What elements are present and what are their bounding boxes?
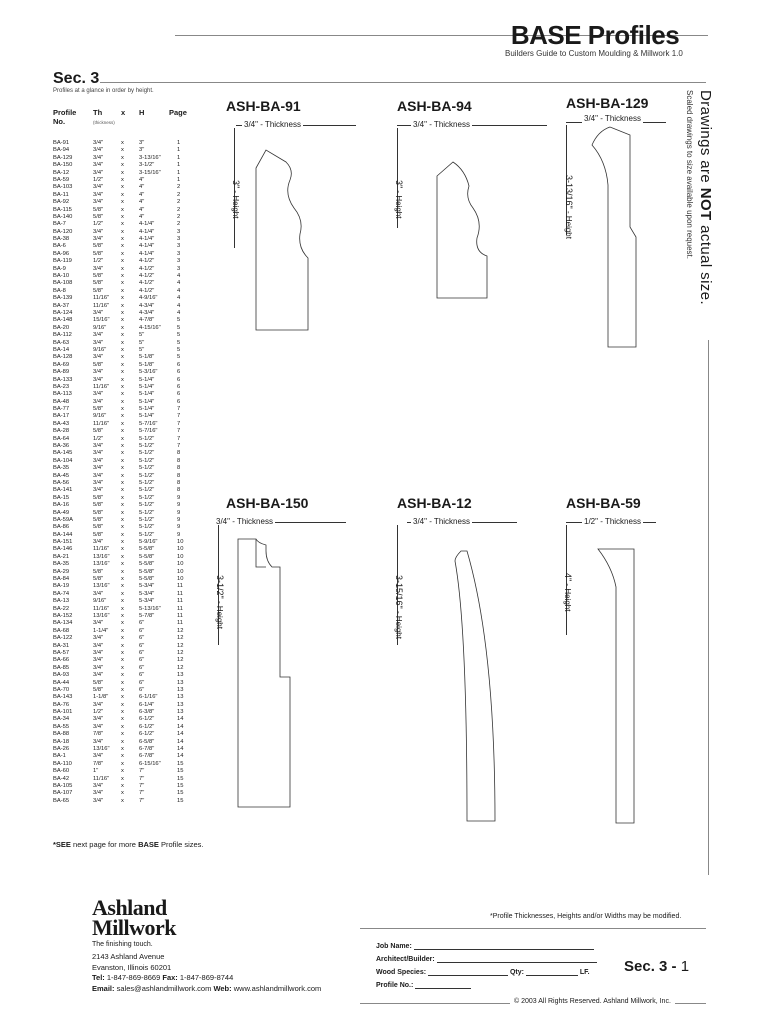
table-row: BA-44 5/8" x 6" 13 [53,679,184,686]
table-row: BA-76 3/4" x 6-1/4" 13 [53,701,184,708]
table-row: BA-16 5/8" x 5-1/2" 9 [53,502,181,509]
table-row: BA-56 3/4" x 5-1/2" 8 [53,479,181,486]
company-logo: Ashland Millwork The finishing touch. [92,895,176,948]
table-row: BA-115 5/8" x 4" 2 [53,206,181,213]
profile-name: ASH-BA-94 [397,98,472,114]
table-row: BA-128 3/4" x 5-1/8" 5 [53,354,181,361]
col-th: Th [93,108,103,117]
profile-ash-ba-91 [226,98,396,358]
col-h: H [139,108,145,117]
table-body [53,140,193,805]
table-row: BA-107 3/4" x 7" 15 [53,790,184,797]
table-row: BA-43 11/16" x 5-7/16" 7 [53,420,181,427]
thickness-label: 1/2" - Thickness [584,517,641,526]
profile-ash-ba-12 [394,495,567,825]
table-row: BA-8 5/8" x 4-1/2" 4 [53,287,181,294]
table-row: BA-143 1-1/8" x 6-1/16" 13 [53,694,184,701]
table-row: BA-11 3/4" x 4" 2 [53,191,181,198]
table-row: BA-129 3/4" x 3-13/16" 1 [53,154,181,161]
table-row: BA-22 11/16" x 5-13/16" 11 [53,605,184,612]
profile-name: ASH-BA-129 [566,95,649,111]
profile-drawing [236,537,306,817]
page-subtitle: Builders Guide to Custom Moulding & Millwork 1.0 [505,49,683,58]
table-row: BA-84 5/8" x 5-5/8" 10 [53,576,184,583]
table-row: BA-64 1/2" x 5-1/2" 7 [53,435,181,442]
height-label: 3-13/16" - Height [564,175,574,239]
see-next-page-note: *SEE next page for more BASE Profile sizes. [53,840,204,849]
profile-drawing [254,148,324,348]
height-label: 4" - Height [563,573,573,612]
profile-ash-ba-94 [394,98,567,358]
col-page: Page [169,108,187,117]
architect-field[interactable]: Architect/Builder: [376,955,597,963]
table-row: BA-148 15/16" x 4-7/8" 5 [53,317,181,324]
table-row: BA-55 3/4" x 6-1/2" 14 [53,723,184,730]
table-row: BA-104 3/4" x 5-1/2" 8 [53,457,181,464]
profile-drawing [594,547,654,837]
table-row: BA-18 3/4" x 6-5/8" 14 [53,738,184,745]
table-row: BA-103 3/4" x 4" 2 [53,184,181,191]
thickness-label: 3/4" - Thickness [584,114,641,123]
table-row: BA-20 9/16" x 4-15/16" 5 [53,324,181,331]
col-x: x [121,108,126,117]
table-row: BA-63 3/4" x 5" 5 [53,339,181,346]
table-row: BA-119 1/2" x 4-1/2" 3 [53,258,181,265]
table-row: BA-150 3/4" x 3-1/2" 1 [53,162,181,169]
table-row: BA-91 3/4" x 3" 1 [53,140,181,146]
table-row: BA-10 5/8" x 4-1/2" 4 [53,273,181,280]
table-row: BA-60 1" x 7" 15 [53,768,184,775]
section-rule [100,82,706,83]
table-row: BA-122 3/4" x 6" 12 [53,635,184,642]
table-row: BA-93 3/4" x 6" 13 [53,672,184,679]
table-row: BA-19 13/16" x 5-3/4" 11 [53,583,184,590]
profile-ash-ba-150 [215,495,396,825]
table-row: BA-48 3/4" x 5-1/4" 6 [53,398,181,405]
table-row: BA-36 3/4" x 5-1/2" 7 [53,443,181,450]
table-row: BA-7 1/2" x 4-1/4" 2 [53,221,181,228]
profile-name: ASH-BA-91 [226,98,301,114]
wood-species-field[interactable]: Wood Species: Qty: LF. [376,969,590,976]
profile-name: ASH-BA-59 [566,495,641,511]
table-row: BA-12 3/4" x 3-15/16" 1 [53,169,181,176]
height-label: 3" - Height [231,180,241,219]
table-row: BA-23 11/16" x 5-1/4" 6 [53,383,181,390]
profile-name: ASH-BA-150 [226,495,309,511]
table-row: BA-85 3/4" x 6" 12 [53,664,184,671]
table-row: BA-92 3/4" x 4" 2 [53,199,181,206]
table-row: BA-21 13/16" x 5-5/8" 10 [53,553,184,560]
table-row: BA-35 13/16" x 5-5/8" 10 [53,561,184,568]
side-note-main: Drawings are NOT actual size. [697,90,714,306]
table-row: BA-108 5/8" x 4-1/2" 4 [53,280,181,287]
company-address: 2143 Ashland Avenue Evanston, Illinois 60201 Tel: 1-847-869-8669 Fax: 1-847-869-8744 Email: sales@ashlandmillwork.com Web: www.ashlandmillwork.com [92,952,322,993]
col-thickness-sub: (thickness) [93,120,115,125]
thickness-label: 3/4" - Thickness [244,120,301,129]
profile-drawing [590,123,660,373]
col-profile: Profile No. [53,108,77,126]
table-row: BA-152 13/16" x 5-7/8" 11 [53,613,184,619]
table-row: BA-68 1-1/4" x 6" 12 [53,627,184,634]
profile-ash-ba-129 [566,95,716,355]
modification-note: *Profile Thicknesses, Heights and/or Widths may be modified. [490,913,682,920]
table-row: BA-96 5/8" x 4-1/4" 3 [53,250,181,257]
table-row: BA-69 5/8" x 5-1/8" 6 [53,361,181,368]
section-subheading: Profiles at a glance in order by height. [53,88,154,94]
thickness-label: 3/4" - Thickness [413,120,470,129]
table-row: BA-49 5/8" x 5-1/2" 9 [53,509,181,516]
table-row: BA-134 3/4" x 6" 11 [53,620,184,627]
table-row: BA-141 3/4" x 5-1/2" 8 [53,487,181,494]
table-row: BA-15 5/8" x 5-1/2" 9 [53,494,181,501]
job-name-field[interactable]: Job Name: [376,942,594,950]
table-row: BA-139 11/16" x 4-9/16" 4 [53,295,181,302]
table-row: BA-101 1/2" x 6-3/8" 13 [53,709,184,716]
table-row: BA-113 3/4" x 5-1/4" 6 [53,391,181,398]
table-row: BA-45 3/4" x 5-1/2" 8 [53,472,181,479]
footer-rule [360,928,706,929]
height-label: 3-1/2" - Height [215,575,225,629]
table-row: BA-26 13/16" x 6-7/8" 14 [53,746,184,753]
table-row: BA-110 7/8" x 6-15/16" 15 [53,760,184,767]
table-row: BA-35 3/4" x 5-1/2" 8 [53,465,181,472]
table-row: BA-74 3/4" x 5-3/4" 11 [53,590,184,597]
table-row: BA-37 11/16" x 4-3/4" 4 [53,302,181,309]
table-row: BA-86 5/8" x 5-1/2" 9 [53,524,181,531]
table-row: BA-88 7/8" x 6-1/2" 14 [53,731,184,738]
table-row: BA-59A 5/8" x 5-1/2" 9 [53,516,181,523]
height-label: 3-15/16" - Height [394,575,404,639]
table-row: BA-59 1/2" x 4" 1 [53,176,181,183]
profiles-table [53,108,193,805]
table-row: BA-133 3/4" x 5-1/4" 6 [53,376,181,383]
table-row: BA-42 11/16" x 7" 15 [53,775,184,782]
table-row: BA-151 3/4" x 5-9/16" 10 [53,539,184,546]
table-row: BA-112 3/4" x 5" 5 [53,332,181,339]
table-row: BA-66 3/4" x 6" 12 [53,657,184,664]
table-row: BA-6 5/8" x 4-1/4" 3 [53,243,181,250]
side-note-sub: Scaled drawings to size available upon request. [685,90,694,259]
thickness-label: 3/4" - Thickness [413,517,470,526]
section-heading: Sec. 3 [53,70,100,87]
table-header [53,108,193,140]
table-row: BA-1 3/4" x 6-7/8" 14 [53,753,184,760]
table-row: BA-57 3/4" x 6" 12 [53,649,184,656]
table-row: BA-146 11/16" x 5-5/8" 10 [53,546,184,553]
thickness-label: 3/4" - Thickness [216,517,273,526]
height-label: 3" - Height [394,180,404,219]
table-row: BA-77 5/8" x 5-1/4" 7 [53,406,181,413]
table-row: BA-14 9/16" x 5" 5 [53,346,181,353]
profile-name: ASH-BA-12 [397,495,472,511]
profile-ash-ba-59 [563,495,716,825]
profile-drawing [441,547,521,837]
company-tagline: The finishing touch. [92,941,153,948]
table-row: BA-9 3/4" x 4-1/2" 3 [53,265,181,272]
table-row: BA-34 3/4" x 6-1/2" 14 [53,716,184,723]
table-row: BA-65 3/4" x 7" 15 [53,797,184,804]
profile-drawing [435,158,505,358]
table-row: BA-145 3/4" x 5-1/2" 8 [53,450,181,457]
page-title: BASE Profiles [510,20,680,50]
table-row: BA-124 3/4" x 4-3/4" 4 [53,309,181,316]
table-row: BA-29 5/8" x 5-5/8" 10 [53,568,184,575]
table-row: BA-13 9/16" x 5-3/4" 11 [53,598,184,605]
profile-no-field[interactable]: Profile No.: [376,981,471,989]
table-row: BA-31 3/4" x 6" 12 [53,642,184,649]
copyright: © 2003 All Rights Reserved. Ashland Millwork, Inc. [510,998,675,1005]
table-row: BA-120 3/4" x 4-1/4" 3 [53,228,181,235]
table-row: BA-28 5/8" x 5-7/16" 7 [53,428,181,435]
table-row: BA-38 3/4" x 4-1/4" 3 [53,236,181,243]
table-row: BA-105 3/4" x 7" 15 [53,782,184,789]
table-row: BA-89 3/4" x 5-3/16" 6 [53,369,181,376]
table-row: BA-17 9/16" x 5-1/4" 7 [53,413,181,420]
section-page-badge: Sec. 3 - 1 [624,958,690,975]
table-row: BA-140 5/8" x 4" 2 [53,213,181,220]
table-row: BA-70 5/8" x 6" 13 [53,686,184,693]
table-row: BA-144 5/8" x 5-1/2" 9 [53,531,181,538]
table-row: BA-94 3/4" x 3" 1 [53,147,181,154]
